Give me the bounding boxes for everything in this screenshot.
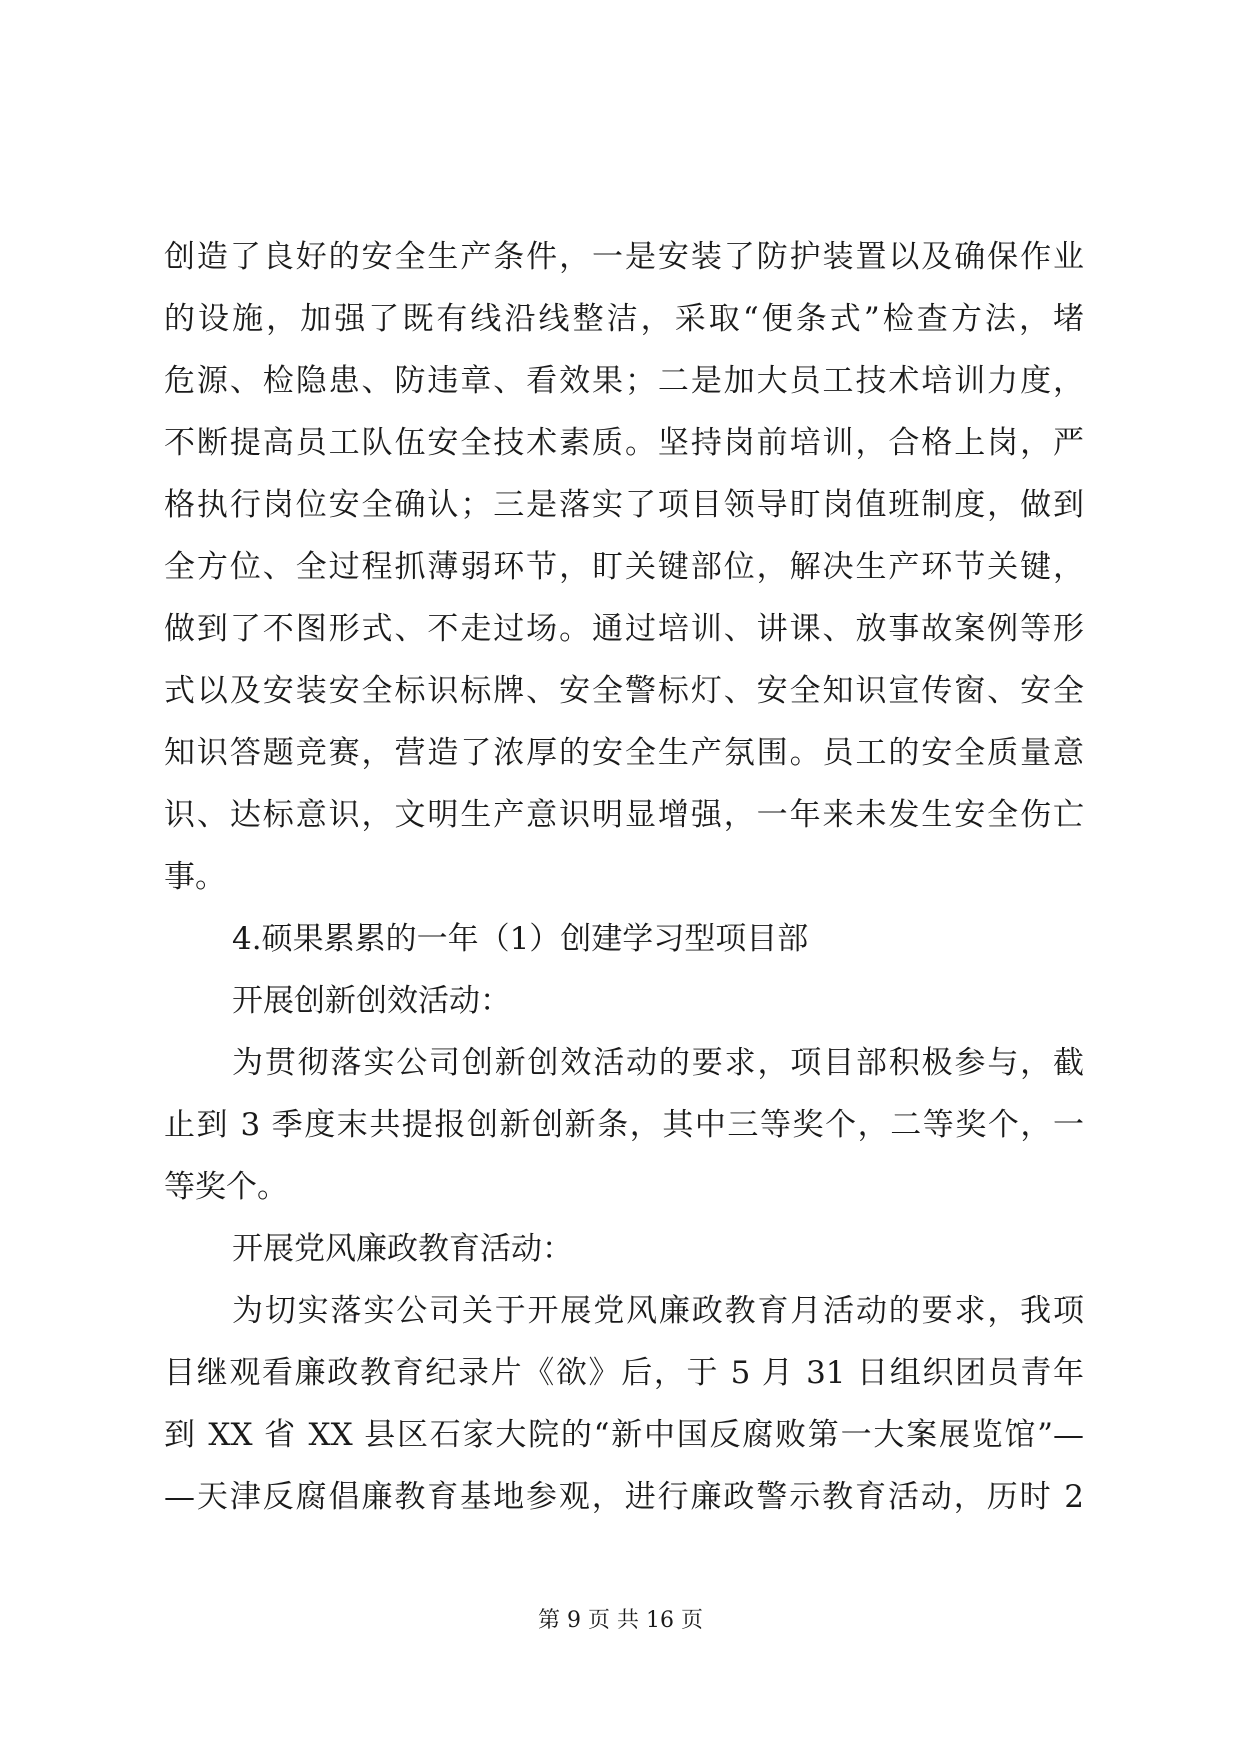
page-footer: 第 9 页 共 16 页 <box>538 1608 703 1633</box>
text-line: 创造了良好的安全生产条件，一是安装了防护装置以及确保作业 <box>164 239 1084 275</box>
text-line: 等奖个。 <box>164 1169 288 1205</box>
text-line: 知识答题竞赛，营造了浓厚的安全生产氛围。员工的安全质量意 <box>164 735 1084 771</box>
text-line: 全方位、全过程抓薄弱环节，盯关键部位，解决生产环节关键， <box>164 549 1084 585</box>
document-body <box>164 226 1084 1528</box>
text-line: 止到 3 季度末共提报创新创新条，其中三等奖个，二等奖个，一 <box>164 1107 1084 1143</box>
text-line: 做到了不图形式、不走过场。通过培训、讲课、放事故案例等形 <box>164 611 1084 647</box>
text-line: 的设施，加强了既有线沿线整洁，采取“便条式”检查方法，堵 <box>164 301 1084 337</box>
text-line: —天津反腐倡廉教育基地参观，进行廉政警示教育活动，历时 2 <box>164 1479 1084 1515</box>
text-line: 4.硕果累累的一年（1）创建学习型项目部 <box>232 921 809 957</box>
text-line: 不断提高员工队伍安全技术素质。坚持岗前培训，合格上岗，严 <box>164 425 1084 461</box>
text-line: 到 XX 省 XX 县区石家大院的“新中国反腐败第一大案展览馆”— <box>164 1417 1084 1453</box>
text-line: 格执行岗位安全确认；三是落实了项目领导盯岗值班制度，做到 <box>164 487 1084 523</box>
text-line: 为贯彻落实公司创新创效活动的要求，项目部积极参与，截 <box>232 1045 1084 1081</box>
text-line: 危源、检隐患、防违章、看效果；二是加大员工技术培训力度， <box>164 363 1084 399</box>
text-line: 式以及安装安全标识标牌、安全警标灯、安全知识宣传窗、安全 <box>164 673 1084 709</box>
text-line: 开展创新创效活动： <box>232 983 511 1019</box>
text-line: 识、达标意识，文明生产意识明显增强，一年来未发生安全伤亡 <box>164 797 1084 833</box>
text-line: 开展党风廉政教育活动： <box>232 1231 573 1267</box>
text-line: 为切实落实公司关于开展党风廉政教育月活动的要求，我项 <box>232 1293 1084 1329</box>
text-line: 目继观看廉政教育纪录片《欲》后，于 5 月 31 日组织团员青年 <box>164 1355 1084 1391</box>
text-line: 事。 <box>164 859 226 895</box>
